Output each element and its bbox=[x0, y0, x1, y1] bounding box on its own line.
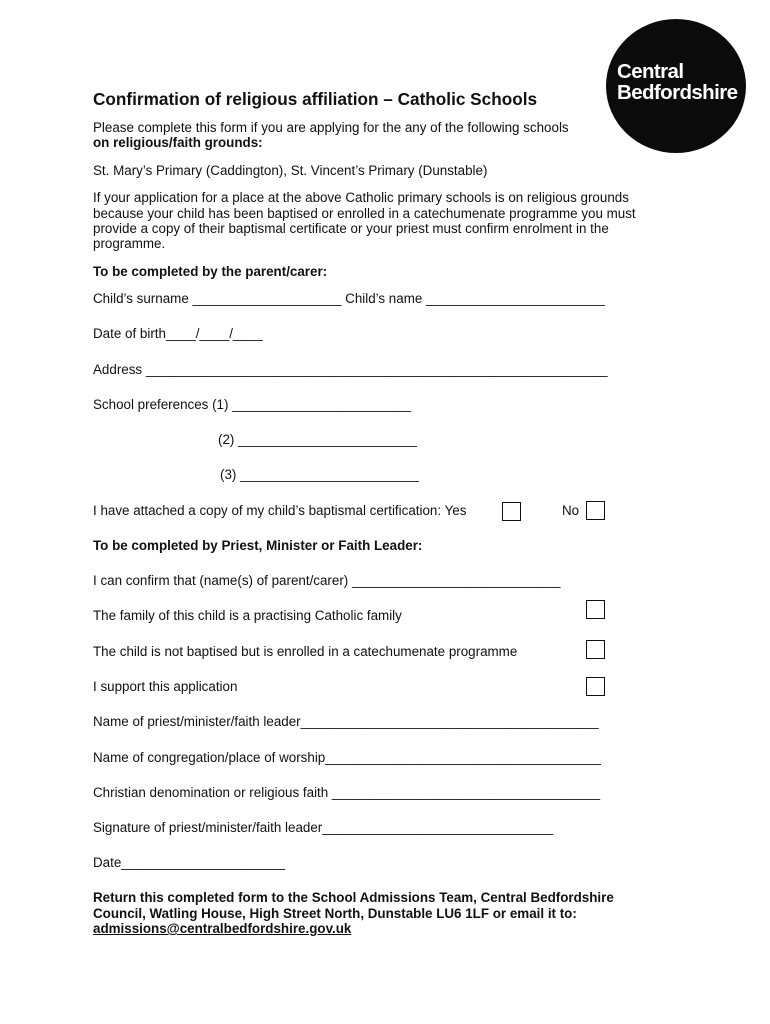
date-field[interactable]: Date______________________ bbox=[93, 855, 286, 870]
intro-text: Please complete this form if you are applying for the any of the following schools bbox=[93, 120, 569, 135]
schools-list: St. Mary’s Primary (Caddington), St. Vincent’s Primary (Dunstable) bbox=[93, 163, 488, 178]
signature-field[interactable]: Signature of priest/minister/faith leader_______________________________ bbox=[93, 820, 554, 835]
school-preference-2-field[interactable]: (2) ________________________ bbox=[218, 432, 417, 447]
form-title: Confirmation of religious affiliation – Catholic Schools bbox=[93, 89, 538, 109]
logo-line-2: Bedfordshire bbox=[617, 81, 738, 104]
return-instructions-line-2: Council, Watling House, High Street North, Dunstable LU6 1LF or email it to: bbox=[93, 906, 577, 921]
explanation-line-3: provide a copy of their baptismal certificate or your priest must confirm enrolment in the bbox=[93, 221, 609, 236]
central-bedfordshire-logo bbox=[606, 19, 746, 153]
denomination-field[interactable]: Christian denomination or religious faith ____________________________________ bbox=[93, 785, 601, 800]
explanation-line-4: programme. bbox=[93, 236, 166, 251]
baptismal-question: I have attached a copy of my child’s baptismal certification: Yes bbox=[93, 503, 467, 518]
no-label: No bbox=[562, 503, 580, 518]
priest-name-field[interactable]: Name of priest/minister/faith leader________________________________________ bbox=[93, 714, 599, 729]
school-preference-3-field[interactable]: (3) ________________________ bbox=[220, 467, 419, 482]
date-of-birth-field[interactable]: Date of birth____/____/____ bbox=[93, 326, 263, 341]
no-checkbox[interactable] bbox=[586, 501, 605, 520]
child-name-fields[interactable]: Child’s surname ____________________ Child’s name ________________________ bbox=[93, 291, 605, 306]
logo-line-1: Central bbox=[617, 60, 684, 83]
support-checkbox[interactable] bbox=[586, 677, 605, 696]
congregation-field[interactable]: Name of congregation/place of worship_____________________________________ bbox=[93, 750, 601, 765]
parent-name-confirm-field[interactable]: I can confirm that (name(s) of parent/carer) ____________________________ bbox=[93, 573, 561, 588]
catechumenate-label: The child is not baptised but is enrolled in a catechumenate programme bbox=[93, 644, 518, 659]
explanation-line-2: because your child has been baptised or enrolled in a catechumenate programme you must bbox=[93, 206, 636, 221]
school-preference-1-field[interactable]: School preferences (1) ________________________ bbox=[93, 397, 411, 412]
practising-family-checkbox[interactable] bbox=[586, 600, 605, 619]
parent-section-heading: To be completed by the parent/carer: bbox=[93, 264, 328, 279]
intro-text-bold: on religious/faith grounds: bbox=[93, 135, 263, 150]
practising-family-label: The family of this child is a practising Catholic family bbox=[93, 608, 402, 623]
explanation-line-1: If your application for a place at the above Catholic primary schools is on religious grounds bbox=[93, 190, 629, 205]
yes-checkbox[interactable] bbox=[502, 502, 521, 521]
address-field[interactable]: Address ______________________________________________________________ bbox=[93, 362, 608, 377]
catechumenate-checkbox[interactable] bbox=[586, 640, 605, 659]
support-label: I support this application bbox=[93, 679, 238, 694]
return-instructions-line-1: Return this completed form to the School Admissions Team, Central Bedfordshire bbox=[93, 890, 614, 905]
priest-section-heading: To be completed by Priest, Minister or Faith Leader: bbox=[93, 538, 423, 553]
admissions-email-link[interactable]: admissions@centralbedfordshire.gov.uk bbox=[93, 921, 352, 936]
